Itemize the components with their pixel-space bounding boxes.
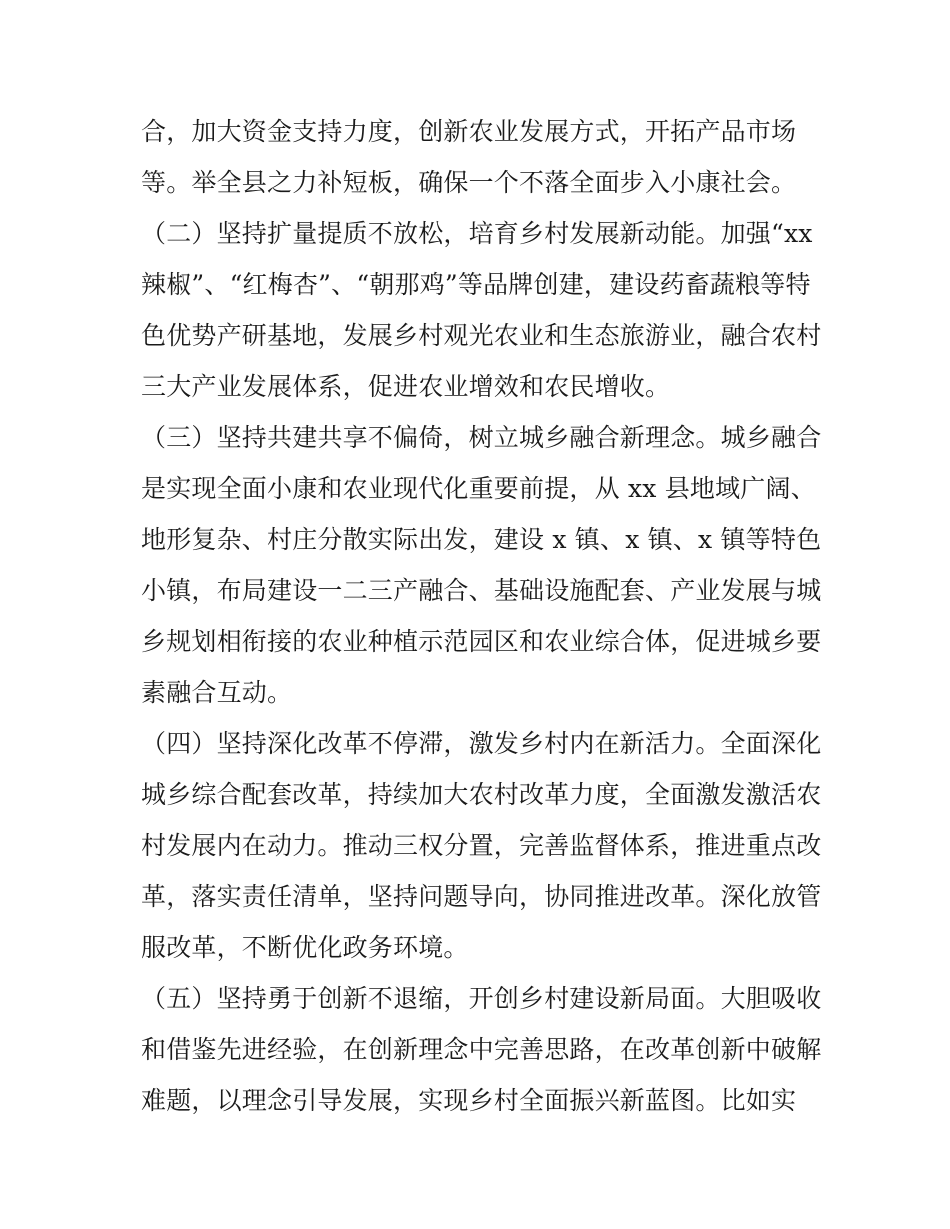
- text-line: 色优势产研基地，发展乡村观光农业和生态旅游业，融合农村: [141, 321, 821, 350]
- text-line: （二）坚持扩量提质不放松，培育乡村发展新动能。加强“xx: [141, 219, 813, 248]
- text-line: （三）坚持共建共享不偏倚，树立城乡融合新理念。城乡融合: [141, 423, 821, 452]
- text-line: （四）坚持深化改革不停滞，激发乡村内在新活力。全面深化: [141, 729, 821, 758]
- text-line: 地形复杂、村庄分散实际出发，建设 x 镇、x 镇、x 镇等特色: [141, 525, 821, 554]
- text-line: 革，落实责任清单，坚持问题导向，协同推进改革。深化放管: [141, 882, 821, 911]
- text-line: （五）坚持勇于创新不退缩，开创乡村建设新局面。大胆吸收: [141, 984, 821, 1013]
- text-line: 等。举全县之力补短板，确保一个不落全面步入小康社会。: [141, 168, 797, 197]
- text-line: 辣椒”、“红梅杏”、“朝那鸡”等品牌创建，建设药畜蔬粮等特: [141, 270, 811, 299]
- text-line: 小镇，布局建设一二三产融合、基础设施配套、产业发展与城: [141, 576, 821, 605]
- text-line: 是实现全面小康和农业现代化重要前提，从 xx 县地域广阔、: [141, 474, 816, 503]
- text-line: 乡规划相衔接的农业种植示范园区和农业综合体，促进城乡要: [141, 627, 821, 656]
- text-line: 城乡综合配套改革，持续加大农村改革力度，全面激发激活农: [141, 780, 821, 809]
- document-body: [141, 106, 821, 1126]
- text-line: 服改革，不断优化政务环境。: [141, 933, 469, 962]
- text-line: 三大产业发展体系，促进农业增效和农民增收。: [141, 372, 671, 401]
- text-line: 村发展内在动力。推动三权分置，完善监督体系，推进重点改: [141, 831, 821, 860]
- text-line: 难题，以理念引导发展，实现乡村全面振兴新蓝图。比如实: [141, 1086, 797, 1115]
- text-line: 合，加大资金支持力度，创新农业发展方式，开拓产品市场: [141, 117, 797, 146]
- text-line: 素融合互动。: [141, 678, 293, 707]
- text-line: 和借鉴先进经验，在创新理念中完善思路，在改革创新中破解: [141, 1035, 821, 1064]
